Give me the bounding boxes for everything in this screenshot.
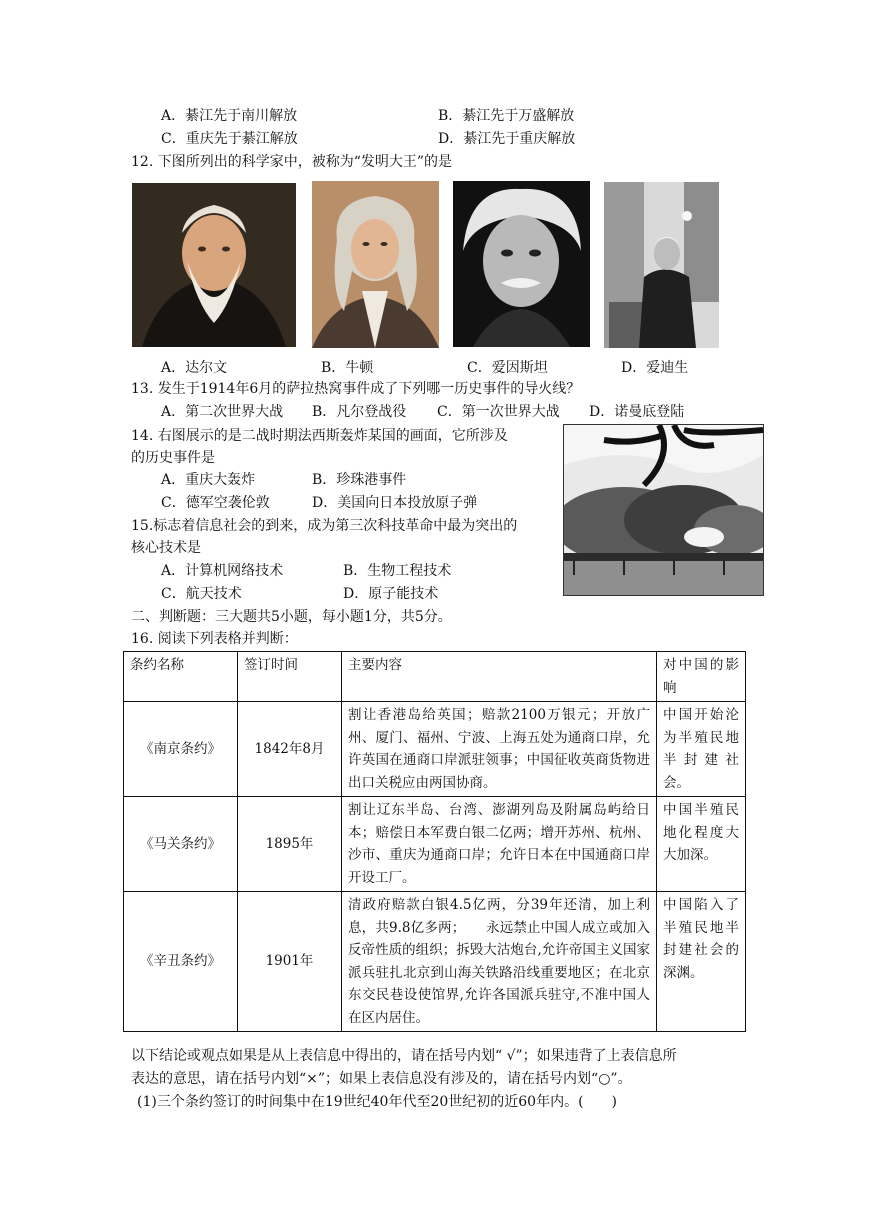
q11-option-c: C．重庆先于綦江解放 [161,131,298,147]
q13-option-d: D．诺曼底登陆 [589,404,685,420]
q15-option-a: A．计算机网络技术 [161,563,284,579]
q14-stem-line2: 的历史事件是 [131,450,215,466]
q12-stem: 12. 下图所列出的科学家中，被称为“发明大王”的是 [131,154,453,170]
q13-option-a: A．第二次世界大战 [161,404,284,420]
treaty-date: 1842年8月 [238,702,342,797]
q13-stem: 13. 发生于1914年6月的萨拉热窝事件成了下列哪一历史事件的导火线？ [131,381,581,397]
q15-stem-line1: 15.标志着信息社会的到来，成为第三次科技革命中最为突出的 [131,518,518,534]
treaty-name: 《马关条约》 [124,797,238,892]
treaty-name: 《辛丑条约》 [124,892,238,1032]
q14-stem-line1: 14. 右图展示的是二战时期法西斯轰炸某国的画面，它所涉及 [131,428,508,444]
q15-stem-line2: 核心技术是 [131,540,201,556]
treaty-content: 割让香港岛给英国；赔款2100万银元；开放广州、厦门、福州、宁波、上海五处为通商口岸，允许英国在通商口岸派驻领事；中国征收英商货物进出口关税应由两国协商。 [342,702,657,797]
treaty-content: 清政府赔款白银4.5亿两，分39年还清，加上利息，共9.8亿多两； 永远禁止中国人成立或加入反帝性质的组织；拆毁大沽炮台,允许帝国主义国家派兵驻扎北京到山海关铁路沿线重要地区；在北京东交民巷设使馆界,允许各国派兵驻守,不准中国人在区内居住。 [342,892,657,1032]
table-header-row [124,652,746,702]
q12-option-a: A．达尔文 [161,360,228,376]
treaty-date: 1901年 [238,892,342,1032]
judgment-item-1: (1)三个条约签订的时间集中在19世纪40年代至20世纪初的近60年内。( ) [137,1094,618,1110]
darwin-portrait [132,183,296,347]
header-date: 签订时间 [238,652,342,702]
treaty-impact: 中国开始沦为半殖民地半封建社会。 [657,702,746,797]
q12-option-b: B．牛顿 [321,360,374,376]
header-name: 条约名称 [124,652,238,702]
q13-option-b: B．凡尔登战役 [312,404,407,420]
table-row [124,892,746,1032]
q11-option-d: D．綦江先于重庆解放 [438,131,576,147]
instruction-line2: 表达的意思，请在括号内划“×”；如果上表信息没有涉及的，请在括号内划“○”。 [131,1071,632,1087]
q16-stem: 16. 阅读下列表格并判断： [131,631,298,647]
table-row [124,797,746,892]
newton-portrait [312,181,439,348]
instruction-line1: 以下结论或观点如果是从上表信息中得出的，请在括号内划“ √”；如果违背了上表信息所 [131,1048,677,1064]
q12-option-d: D．爱迪生 [621,360,689,376]
q12-option-c: C．爱因斯坦 [467,360,548,376]
header-impact: 对中国的影响 [657,652,746,702]
treaty-content: 割让辽东半岛、台湾、澎湖列岛及附属岛屿给日本；赔偿日本军费白银二亿两；增开苏州、杭州、沙市、重庆为通商口岸；允许日本在中国通商口岸开设工厂。 [342,797,657,892]
q14-option-b: B．珍珠港事件 [312,472,407,488]
treaty-impact: 中国半殖民地化程度大大加深。 [657,797,746,892]
section2-heading: 二、判断题：三大题共5小题，每小题1分，共5分。 [131,609,452,625]
q14-option-a: A．重庆大轰炸 [161,472,256,488]
q15-option-d: D．原子能技术 [343,586,439,602]
q14-option-d: D．美国向日本投放原子弹 [312,495,478,511]
treaty-name: 《南京条约》 [124,702,238,797]
treaty-table [123,651,746,1032]
treaty-impact: 中国陷入了半殖民地半封建社会的深渊。 [657,892,746,1032]
q14-option-c: C．德军空袭伦敦 [161,495,270,511]
einstein-portrait [453,181,590,347]
table-row [124,702,746,797]
q13-option-c: C．第一次世界大战 [437,404,560,420]
q11-option-a: A．綦江先于南川解放 [161,108,298,124]
q11-option-b: B．綦江先于万盛解放 [438,108,575,124]
treaty-date: 1895年 [238,797,342,892]
q15-option-b: B．生物工程技术 [343,563,452,579]
header-content: 主要内容 [342,652,657,702]
edison-portrait [604,182,719,348]
bombing-photo [563,424,764,596]
q15-option-c: C．航天技术 [161,586,242,602]
